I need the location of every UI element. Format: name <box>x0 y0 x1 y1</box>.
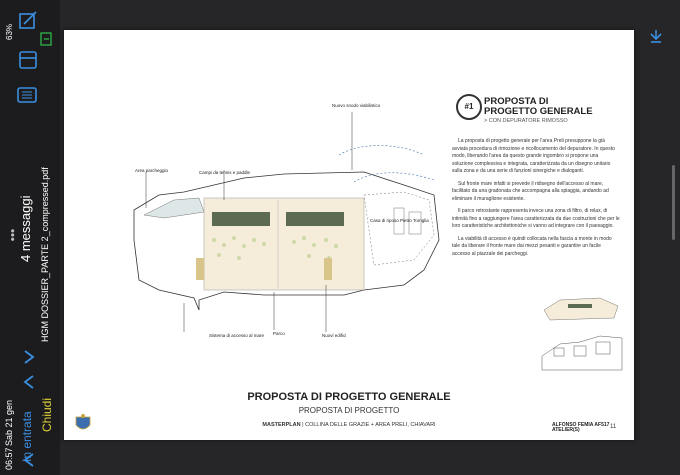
paragraph: La proposta di progetto generale per l'area Preli presuppone la già avviata procedura di rimozione e ricollocamento del depuratore. In questo modo, liberando l'area da questo grande ingombro si propone una soluzione complessiva e integrata, caratterizzata da un disegno unitario sulla zona e da una serie di funzioni sinergiche e dialoganti. <box>452 138 615 174</box>
page-main-subtitle: PROPOSTA DI PROGETTO <box>298 406 400 415</box>
thumbnail-plan <box>540 292 620 322</box>
paragraph: Sul fronte mare infatti si prevede il ridisegno dell'accesso al mare, facilitato da una gradonata che accompagna alla spiaggia, andando ad eliminare il muraglione esistente. <box>452 180 609 202</box>
label-sistema-accesso: Sistema di accesso al mare <box>209 333 265 338</box>
page-footer <box>64 422 634 428</box>
author-credit: ALFONSO FEMIA AF517 ATELIER(S) <box>552 422 610 433</box>
label-casa-riposo: Casa di riposo Pietro Torriglia <box>370 218 429 223</box>
thumbnail-section <box>540 326 624 374</box>
section-title: PROPOSTA DI PROGETTO GENERALE <box>484 96 593 117</box>
status-time: 06:57 <box>4 447 14 470</box>
label-nuovi-edifici: Nuovi edifici <box>322 333 347 338</box>
pdf-page <box>64 30 634 440</box>
paragraph: Il parco retrostante rappresenta invece una zona di filtro, di relax, di intimità fino a raggiungere l'area caratterizzata da due costruzioni che per le loro caratteristiche architettoniche si vanno ad integrare con il paesaggio. <box>452 208 620 229</box>
edit-icon[interactable] <box>18 10 38 30</box>
municipal-crest-logo <box>74 413 92 433</box>
section-number-badge: #1 <box>456 94 482 120</box>
label-campi: Campi da tennis e paddle <box>199 170 251 175</box>
page-number: 11 <box>610 424 617 430</box>
message-count: 4 messaggi <box>18 195 33 262</box>
section-subtitle: > CON DEPURATORE RIMOSSO <box>484 118 568 124</box>
more-icon[interactable]: ••• <box>5 228 20 242</box>
mail-sidebar <box>0 0 60 475</box>
attachment-filename: HGM DOSSIER_PARTE 2_compressed.pdf <box>40 167 50 342</box>
label-nuovo-snodo: Nuovo snodo viabilistico <box>332 103 381 108</box>
inbox-back-button[interactable]: In entrata <box>20 411 34 462</box>
sidebar-toggle-icon[interactable] <box>18 50 38 70</box>
chevron-left-icon[interactable] <box>22 374 36 390</box>
close-button[interactable]: Chiudi <box>40 397 54 432</box>
back-icon[interactable] <box>22 452 36 468</box>
label-parco: Parco <box>273 331 285 336</box>
status-date: Sab 21 gen <box>4 399 14 446</box>
section-body <box>452 138 620 263</box>
page-main-title: PROPOSTA DI PROGETTO GENERALE <box>247 391 451 403</box>
footer-bold: MASTERPLAN <box>262 422 301 428</box>
masterplan-drawing <box>104 100 444 360</box>
battery-level: 63% <box>5 23 14 40</box>
download-icon[interactable] <box>648 28 664 44</box>
scrollbar[interactable] <box>672 165 675 240</box>
footer-text: | COLLINA DELLE GRAZIE + AREA PRELI, CHIAVARI <box>300 422 436 428</box>
chevron-right-icon[interactable] <box>22 349 36 365</box>
paragraph: La viabilità di accesso è quindi collocata nella fascia a monte in modo tale da liberare il fronte mare dai mezzi pesanti e garantire un facile accesso al piazzale dei parcheggi. <box>452 235 612 257</box>
list-icon[interactable] <box>16 86 38 104</box>
label-area-parcheggio: Area parcheggio <box>135 168 169 173</box>
add-page-icon[interactable] <box>40 32 54 46</box>
